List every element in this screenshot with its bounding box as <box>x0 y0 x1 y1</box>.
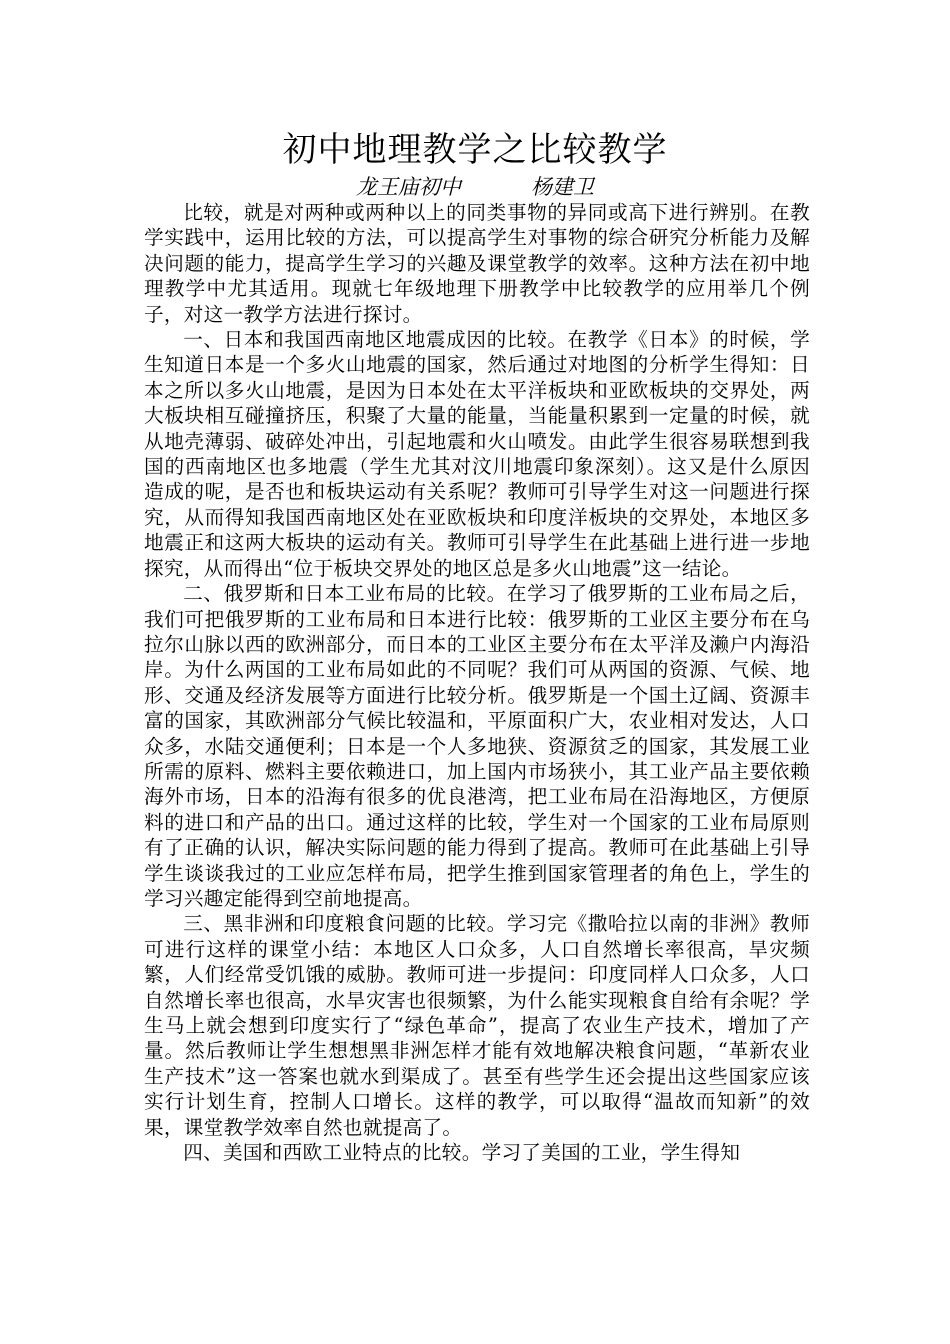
byline <box>0 174 950 200</box>
author-name: 杨建卫 <box>531 175 594 199</box>
paragraph-intro: 比较，就是对两种或两种以上的同类事物的异同或高下进行辨别。在教学实践中，运用比较的方法，可以提高学生对事物的综合研究分析能力及解决问题的能力，提高学生学习的兴趣及课堂教学的效率。这种方法在初中地理教学中尤其适用。现就七年级地理下册教学中比较教学的应用举几个例子，对这一教学方法进行探讨。 <box>144 201 810 326</box>
paragraph-section-1: 一、日本和我国西南地区地震成因的比较。在教学《日本》的时候，学生知道日本是一个多火山地震的国家，然后通过对地图的分析学生得知：日本之所以多火山地震，是因为日本处在太平洋板块和亚欧板块的交界处，两大板块相互碰撞挤压，积聚了大量的能量，当能量积累到一定量的时候，就从地壳薄弱、破碎处冲出，引起地震和火山喷发。由此学生很容易联想到我国的西南地区也多地震（学生尤其对汶川地震印象深刻）。这又是什么原因造成的呢，是否也和板块运动有关系呢？教师可引导学生对这一问题进行探究，从而得知我国西南地区处在亚欧板块和印度洋板块的交界处，本地区多地震正和这两大板块的运动有关。教师可引导学生在此基础上进行进一步地探究，从而得出“位于板块交界处的地区总是多火山地震”这一结论。 <box>144 328 810 580</box>
paragraph-section-2: 二、俄罗斯和日本工业布局的比较。在学习了俄罗斯的工业布局之后，我们可把俄罗斯的工业布局和日本进行比较：俄罗斯的工业区主要分布在乌拉尔山脉以西的欧洲部分，而日本的工业区主要分布在太平洋及濑户内海沿岸。为什么两国的工业布局如此的不同呢？我们可从两国的资源、气候、地形、交通及经济发展等方面进行比较分析。俄罗斯是一个国土辽阔、资源丰富的国家，其欧洲部分气候比较温和，平原面积广大，农业相对发达，人口众多，水陆交通便利；日本是一个人多地狭、资源贫乏的国家，其发展工业所需的原料、燃料主要依赖进口，加上国内市场狭小，其工业产品主要依赖海外市场，日本的沿海有很多的优良港湾，把工业布局在沿海地区，方便原料的进口和产品的出口。通过这样的比较，学生对一个国家的工业布局原则有了正确的认识，解决实际问题的能力得到了提高。教师可在此基础上引导学生谈谈我过的工业应怎样布局，把学生推到国家管理者的角色上，学生的学习兴趣定能得到空前地提高。 <box>144 582 810 910</box>
paragraph-section-4: 四、美国和西欧工业特点的比较。学习了美国的工业，学生得知 <box>183 1141 741 1165</box>
document-body <box>144 200 810 1165</box>
paragraph-section-3: 三、黑非洲和印度粮食问题的比较。学习完《撒哈拉以南的非洲》教师可进行这样的课堂小结：本地区人口众多，人口自然增长率很高，旱灾频繁，人们经常受饥饿的威胁。教师可进一步提问：印度同样人口众多，人口自然增长率也很高，水旱灾害也很频繁，为什么能实现粮食自给有余呢？学生马上就会想到印度实行了“绿色革命”，提高了农业生产技术，增加了产量。然后教师让学生想想黑非洲怎样才能有效地解决粮食问题，“革新农业生产技术”这一答案也就水到渠成了。甚至有些学生还会提出这些国家应该实行计划生育，控制人口增长。这样的教学，可以取得“温故而知新”的效果，课堂教学效率自然也就提高了。 <box>144 912 810 1139</box>
document-title: 初中地理教学之比较教学 <box>282 130 668 170</box>
author-school: 龙王庙初中 <box>356 175 461 199</box>
